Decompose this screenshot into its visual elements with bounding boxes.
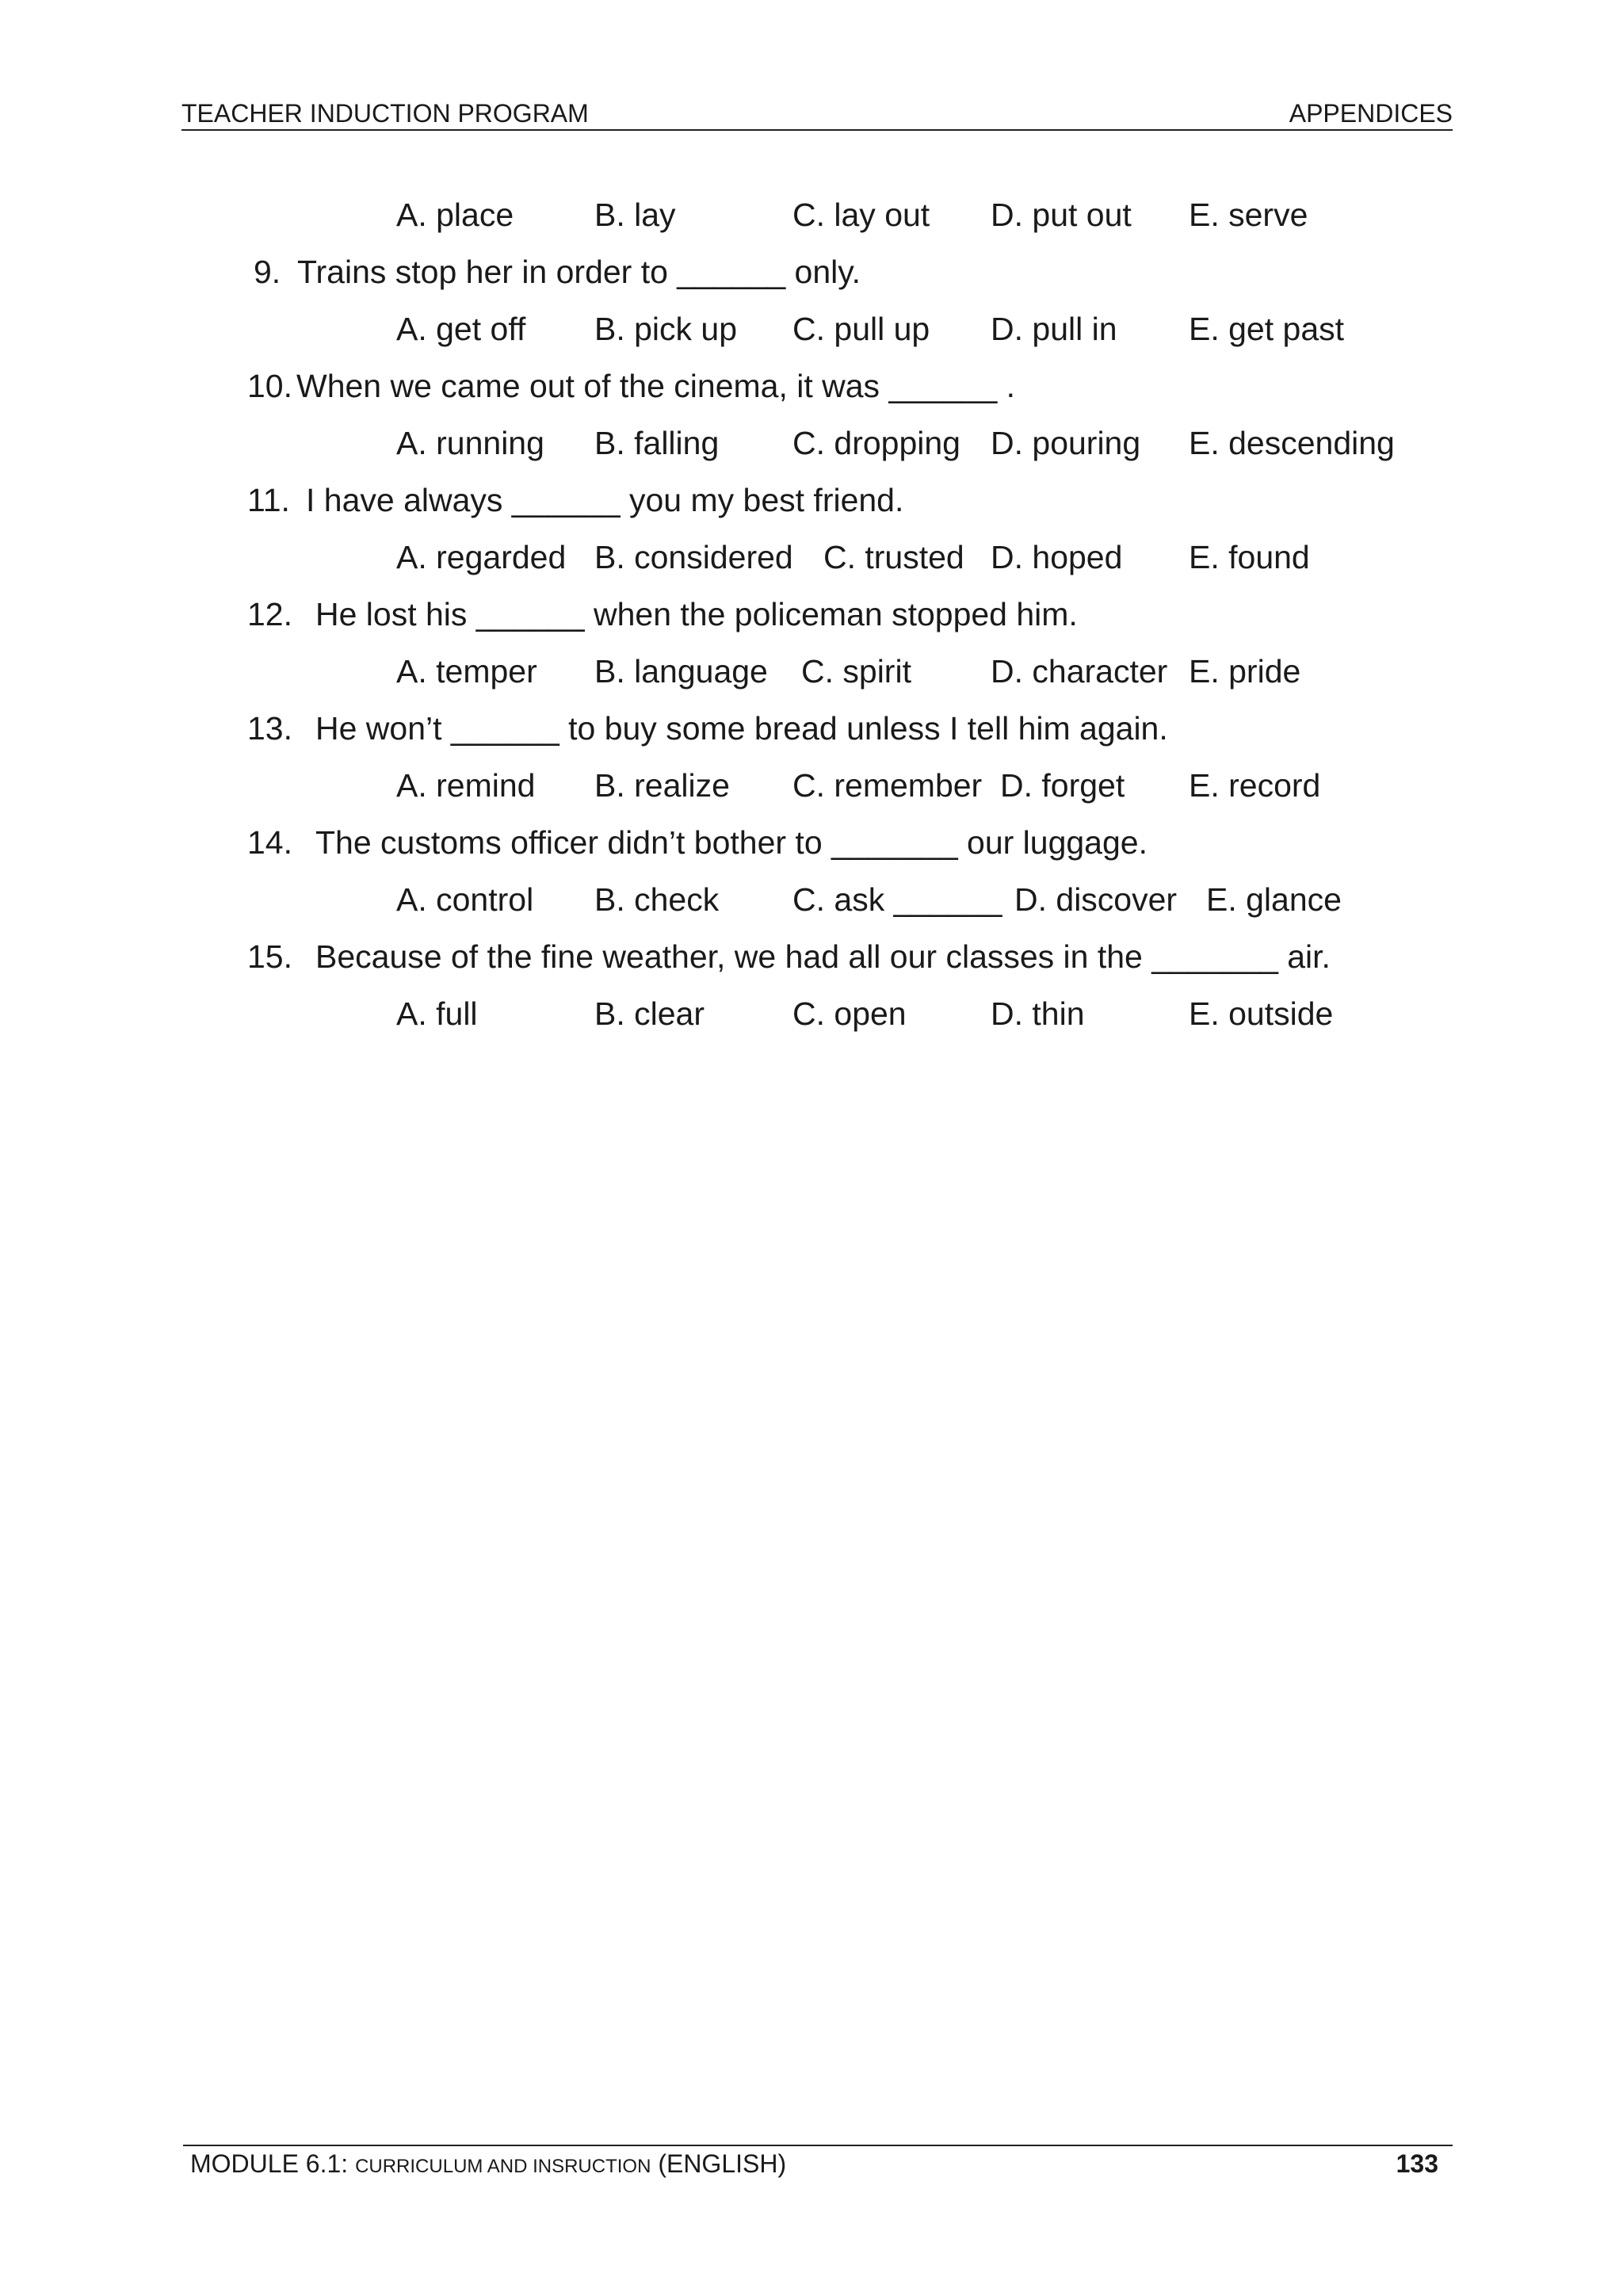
option-d: D. discover xyxy=(1014,881,1178,918)
footer-module-number: MODULE 6.1: xyxy=(190,2149,349,2178)
option-d: D. pouring xyxy=(991,425,1141,461)
option-d: D. pull in xyxy=(991,311,1117,347)
option-a: A. regarded xyxy=(396,539,567,575)
option-e: E. descending xyxy=(1189,425,1395,461)
option-b: B. check xyxy=(594,881,720,918)
page-header xyxy=(181,96,1453,131)
option-b: B. pick up xyxy=(594,311,738,347)
option-e: E. get past xyxy=(1189,311,1345,347)
option-b: B. lay xyxy=(594,197,676,233)
question-stem: He lost his ______ when the policeman stopped him. xyxy=(315,596,1078,632)
footer-module xyxy=(190,2149,786,2179)
option-c: C. trusted xyxy=(823,539,964,575)
option-e: E. found xyxy=(1189,539,1310,575)
footer-subject: (ENGLISH) xyxy=(658,2149,787,2178)
option-c: C. spirit xyxy=(801,653,911,690)
page-footer xyxy=(190,2149,1450,2184)
option-b: B. realize xyxy=(594,767,730,804)
option-b: B. clear xyxy=(594,995,705,1032)
option-a: A. remind xyxy=(396,767,536,804)
question-number: 15. xyxy=(247,938,292,975)
question-number: 10. xyxy=(247,368,292,404)
option-b: B. language xyxy=(594,653,768,690)
option-b: B. falling xyxy=(594,425,720,461)
question-stem: I have always ______ you my best friend. xyxy=(306,482,904,518)
option-d: D. hoped xyxy=(991,539,1123,575)
option-e: E. outside xyxy=(1189,995,1334,1032)
option-d: D. put out xyxy=(991,197,1132,233)
question-number: 13. xyxy=(247,710,292,747)
option-d: D. thin xyxy=(991,995,1085,1032)
header-section-title: APPENDICES xyxy=(1289,99,1453,128)
footer-divider xyxy=(183,2145,1453,2146)
question-number: 12. xyxy=(247,596,292,632)
option-a: A. full xyxy=(396,995,478,1032)
option-c: C. open xyxy=(792,995,907,1032)
option-a: A. running xyxy=(396,425,544,461)
header-program-title: TEACHER INDUCTION PROGRAM xyxy=(181,99,589,128)
option-e: E. glance xyxy=(1206,881,1342,918)
option-c: C. remember xyxy=(792,767,983,804)
question-stem: He won’t ______ to buy some bread unless I tell him again. xyxy=(315,710,1168,747)
option-a: A. get off xyxy=(396,311,526,347)
option-e: E. serve xyxy=(1189,197,1308,233)
option-e: E. pride xyxy=(1189,653,1301,690)
question-stem: Trains stop her in order to ______ only. xyxy=(297,254,861,290)
question-number: 9. xyxy=(254,254,281,290)
question-stem: When we came out of the cinema, it was ______ . xyxy=(296,368,1016,404)
option-c: C. dropping xyxy=(792,425,960,461)
footer-course: CURRICULUM AND INSRUCTION xyxy=(355,2156,651,2177)
page-number: 133 xyxy=(1396,2149,1438,2178)
option-a: A. place xyxy=(396,197,514,233)
option-e: E. record xyxy=(1189,767,1321,804)
question-stem: The customs officer didn’t bother to _______ our luggage. xyxy=(315,824,1148,861)
option-b: B. considered xyxy=(594,539,793,575)
question-stem: Because of the fine weather, we had all our classes in the _______ air. xyxy=(315,938,1331,975)
option-c: C. pull up xyxy=(792,311,930,347)
option-a: A. temper xyxy=(396,653,537,690)
option-d: D. character xyxy=(991,653,1168,690)
option-a: A. control xyxy=(396,881,534,918)
question-number: 11. xyxy=(247,482,290,518)
option-c: C. ask ______ xyxy=(792,881,1002,918)
option-d: D. forget xyxy=(1000,767,1125,804)
option-c: C. lay out xyxy=(792,197,930,233)
question-number: 14. xyxy=(247,824,292,861)
